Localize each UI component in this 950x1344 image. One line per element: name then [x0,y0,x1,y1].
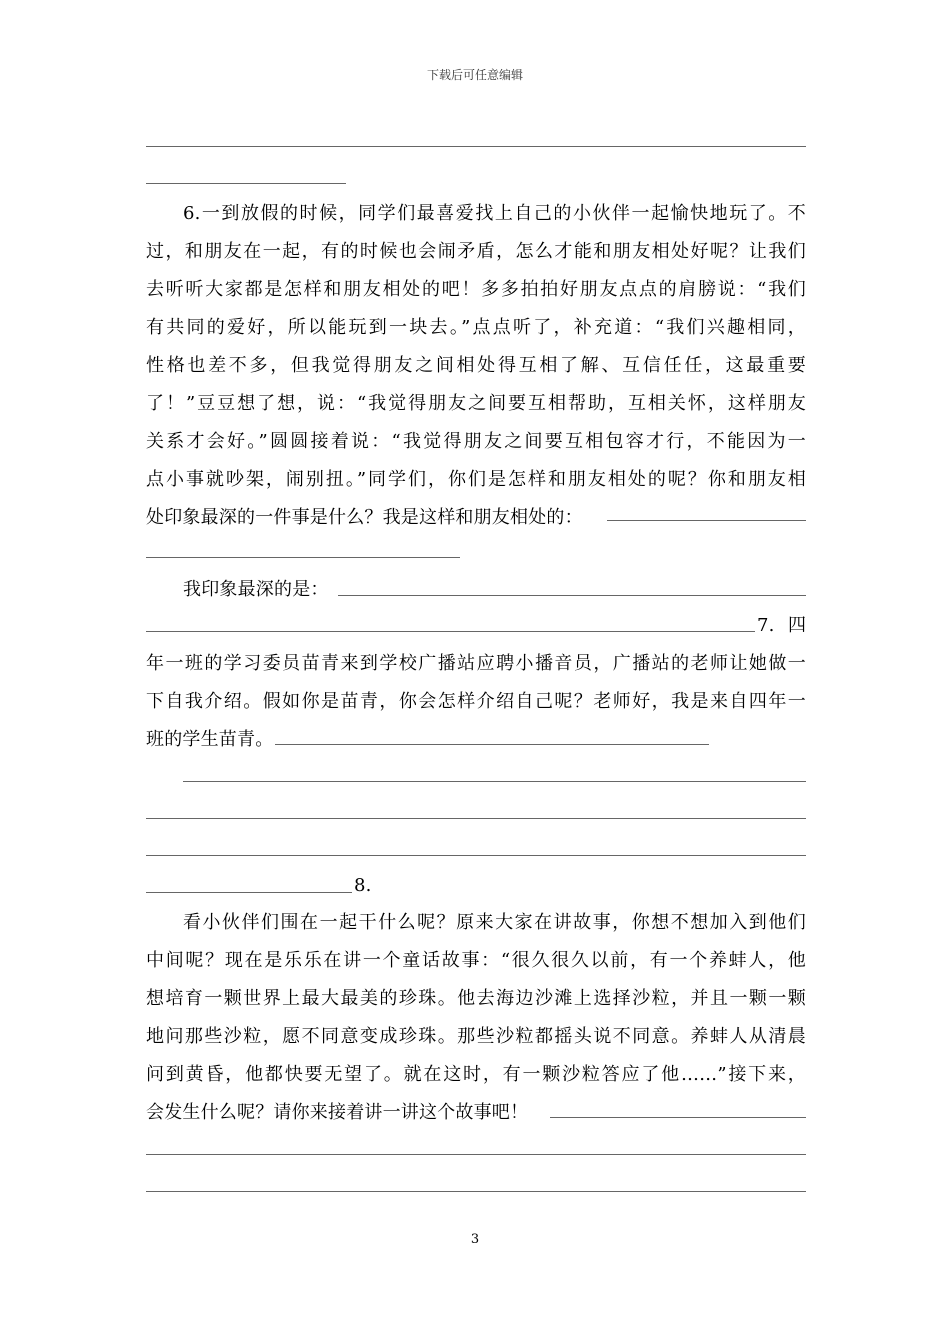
q7-text-line: 下自我介绍。假如你是苗青，你会怎样介绍自己呢？老师好，我是来自四年一 [146,691,806,712]
q6-text-line: 处印象最深的一件事是什么？我是这样和朋友相处的： [146,507,583,528]
q6-text-line: 点小事就吵架，闹别扭。”同学们，你们是怎样和朋友相处的呢？你和朋友相 [146,469,806,490]
q6-text-line: 去听听大家都是怎样和朋友相处的吧！多多拍拍好朋友点点的肩膀说：“我们 [146,279,806,300]
answer-line[interactable] [183,781,806,782]
answer-blank[interactable] [338,595,806,596]
q8-number: 8. [354,875,372,896]
answer-line[interactable] [146,818,806,819]
q8-text-line: 问到黄昏，他都快要无望了。就在这时，有一颗沙粒答应了他……”接下来， [146,1064,806,1085]
page-header: 下载后可任意编辑 [426,68,523,82]
q7-text-line: 年一班的学习委员苗青来到学校广播站应聘小播音员，广播站的老师让她做一 [146,653,806,674]
q6-text-line: 6.一到放假的时候，同学们最喜爱找上自己的小伙伴一起愉快地玩了。不 [183,203,806,224]
answer-line[interactable] [146,557,460,558]
answer-line[interactable] [146,1154,806,1155]
answer-line[interactable] [146,631,755,632]
answer-line[interactable] [146,183,346,184]
answer-line[interactable] [146,1191,806,1192]
q7-text-start: 四 [788,615,807,636]
q6-text-line: 有共同的爱好，所以能玩到一块去。”点点听了，补充道：“我们兴趣相同， [146,317,806,338]
q6-text-line: 过，和朋友在一起，有的时候也会闹矛盾，怎么才能和朋友相处好呢？让我们 [146,241,806,262]
answer-blank[interactable] [607,520,806,521]
q7-number: 7. [757,615,775,636]
q8-text-line: 地问那些沙粒，愿不同意变成珍珠。那些沙粒都摇头说不同意。养蚌人从清晨 [146,1026,806,1047]
q8-text-line: 看小伙伴们围在一起干什么呢？原来大家在讲故事，你想不想加入到他们 [183,912,806,933]
q8-text-line: 想培育一颗世界上最大最美的珍珠。他去海边沙滩上选择沙粒，并且一颗一颗 [146,988,806,1009]
answer-line[interactable] [146,892,352,893]
answer-line[interactable] [146,146,806,147]
q6-text-line: 了！”豆豆想了想，说：“我觉得朋友之间要互相帮助，互相关怀，这样朋友 [146,393,806,414]
q7-text-line: 班的学生苗青。 [146,729,274,750]
answer-blank[interactable] [550,1117,806,1118]
impression-label: 我印象最深的是： [183,579,329,600]
answer-line[interactable] [146,855,806,856]
q8-text-line: 中间呢？现在是乐乐在讲一个童话故事：“很久很久以前，有一个养蚌人，他 [146,950,806,971]
q6-text-line: 关系才会好。”圆圆接着说：“我觉得朋友之间要互相包容才行，不能因为一 [146,431,806,452]
q6-text-line: 性格也差不多，但我觉得朋友之间相处得互相了解、互信任任，这最重要 [146,355,806,376]
answer-blank[interactable] [275,744,709,745]
page-number: 3 [470,1232,480,1247]
q8-text-line: 会发生什么呢？请你来接着讲一讲这个故事吧！ [146,1102,529,1123]
